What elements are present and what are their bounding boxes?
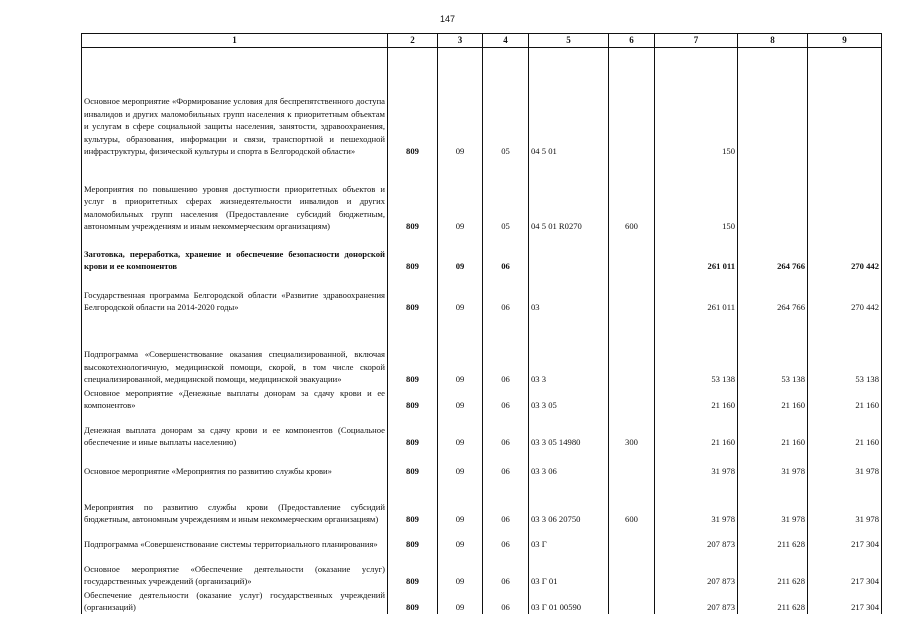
amount-year1-cell: 21 160 xyxy=(655,386,738,412)
row-name-cell: Мероприятия по развитию службы крови (Предоставление субсидий бюджетным, автономным учреждениям и иным некоммерческим организациям) xyxy=(82,478,388,526)
ved-cell: 809 xyxy=(388,526,438,551)
amount-year3-cell: 21 160 xyxy=(808,386,882,412)
subsection-cell: 06 xyxy=(483,478,529,526)
amount-year2-cell: 21 160 xyxy=(738,386,808,412)
expense-type-cell: 600 xyxy=(609,158,655,233)
ved-cell: 809 xyxy=(388,551,438,588)
row-name-cell: Основное мероприятие «Денежные выплаты донорам за сдачу крови и ее компонентов» xyxy=(82,386,388,412)
section-cell: 09 xyxy=(438,412,483,449)
amount-year1-cell: 31 978 xyxy=(655,449,738,478)
row-name-cell: Основное мероприятие «Обеспечение деятельности (оказание услуг) государственных учреждений (организаций)» xyxy=(82,551,388,588)
expense-type-cell xyxy=(609,233,655,273)
ved-cell: 809 xyxy=(388,48,438,159)
row-name-cell: Подпрограмма «Совершенствование системы территориального планирования» xyxy=(82,526,388,551)
budget-table xyxy=(81,33,882,614)
amount-year3-cell xyxy=(808,158,882,233)
subsection-cell: 05 xyxy=(483,158,529,233)
subsection-cell: 06 xyxy=(483,588,529,614)
table-header-row xyxy=(82,34,882,48)
header-cell: 1 xyxy=(82,34,388,48)
section-cell: 09 xyxy=(438,449,483,478)
target-article-cell: 03 3 06 20750 xyxy=(529,478,609,526)
ved-cell: 809 xyxy=(388,158,438,233)
page-number: 147 xyxy=(440,14,456,24)
header-cell: 4 xyxy=(483,34,529,48)
ved-cell: 809 xyxy=(388,233,438,273)
amount-year3-cell: 270 442 xyxy=(808,273,882,314)
table-row xyxy=(82,273,882,314)
header-cell: 9 xyxy=(808,34,882,48)
amount-year3-cell: 53 138 xyxy=(808,314,882,386)
row-name-cell: Основное мероприятие «Мероприятия по развитию службы крови» xyxy=(82,449,388,478)
amount-year1-cell: 261 011 xyxy=(655,233,738,273)
target-article-cell: 03 3 06 xyxy=(529,449,609,478)
subsection-cell: 06 xyxy=(483,526,529,551)
amount-year2-cell: 264 766 xyxy=(738,233,808,273)
table-row xyxy=(82,449,882,478)
header-cell: 3 xyxy=(438,34,483,48)
ved-cell: 809 xyxy=(388,314,438,386)
ved-cell: 809 xyxy=(388,386,438,412)
target-article-cell: 04 5 01 xyxy=(529,48,609,159)
amount-year1-cell: 31 978 xyxy=(655,478,738,526)
table-row xyxy=(82,233,882,273)
target-article-cell xyxy=(529,233,609,273)
amount-year1-cell: 21 160 xyxy=(655,412,738,449)
subsection-cell: 06 xyxy=(483,233,529,273)
row-name-cell: Основное мероприятие «Формирование условия для беспрепятственного доступа инвалидов и других маломобильных групп населения к приоритетным объектам и услугам в сфере социальной защиты населения, занятости, здравоохранения, культуры, образования, информации и связи, транспортной и пешеходной инфраструктуры, физической культуры и спорта в Белгородской области» xyxy=(82,48,388,159)
amount-year3-cell: 31 978 xyxy=(808,449,882,478)
amount-year3-cell: 217 304 xyxy=(808,588,882,614)
amount-year3-cell: 21 160 xyxy=(808,412,882,449)
ved-cell: 809 xyxy=(388,449,438,478)
row-name-cell: Заготовка, переработка, хранение и обеспечение безопасности донорской крови и ее компонентов xyxy=(82,233,388,273)
target-article-cell: 03 Г 01 xyxy=(529,551,609,588)
table-row xyxy=(82,386,882,412)
table-row xyxy=(82,478,882,526)
amount-year1-cell: 150 xyxy=(655,158,738,233)
amount-year2-cell xyxy=(738,48,808,159)
expense-type-cell: 600 xyxy=(609,478,655,526)
amount-year2-cell: 53 138 xyxy=(738,314,808,386)
table-row xyxy=(82,526,882,551)
table-row xyxy=(82,48,882,159)
amount-year3-cell: 31 978 xyxy=(808,478,882,526)
section-cell: 09 xyxy=(438,158,483,233)
expense-type-cell xyxy=(609,273,655,314)
amount-year2-cell xyxy=(738,158,808,233)
subsection-cell: 06 xyxy=(483,273,529,314)
amount-year2-cell: 264 766 xyxy=(738,273,808,314)
subsection-cell: 06 xyxy=(483,551,529,588)
ved-cell: 809 xyxy=(388,478,438,526)
expense-type-cell: 300 xyxy=(609,412,655,449)
table-row xyxy=(82,314,882,386)
row-name-cell: Подпрограмма «Совершенствование оказания специализированной, включая высокотехнологичную, медицинской помощи, скорой, в том числе скорой специализированной, медицинской помощи, медицинской эвакуации» xyxy=(82,314,388,386)
section-cell: 09 xyxy=(438,48,483,159)
target-article-cell: 03 3 05 xyxy=(529,386,609,412)
target-article-cell: 03 Г xyxy=(529,526,609,551)
table-row xyxy=(82,588,882,614)
expense-type-cell xyxy=(609,48,655,159)
header-cell: 7 xyxy=(655,34,738,48)
section-cell: 09 xyxy=(438,314,483,386)
amount-year1-cell: 261 011 xyxy=(655,273,738,314)
target-article-cell: 03 3 05 14980 xyxy=(529,412,609,449)
subsection-cell: 05 xyxy=(483,48,529,159)
target-article-cell: 03 xyxy=(529,273,609,314)
section-cell: 09 xyxy=(438,233,483,273)
section-cell: 09 xyxy=(438,478,483,526)
expense-type-cell xyxy=(609,386,655,412)
section-cell: 09 xyxy=(438,526,483,551)
amount-year2-cell: 211 628 xyxy=(738,551,808,588)
table-row xyxy=(82,158,882,233)
amount-year2-cell: 211 628 xyxy=(738,588,808,614)
amount-year1-cell: 207 873 xyxy=(655,551,738,588)
header-cell: 6 xyxy=(609,34,655,48)
amount-year1-cell: 207 873 xyxy=(655,588,738,614)
ved-cell: 809 xyxy=(388,273,438,314)
amount-year2-cell: 31 978 xyxy=(738,478,808,526)
table-body xyxy=(82,48,882,615)
amount-year1-cell: 150 xyxy=(655,48,738,159)
subsection-cell: 06 xyxy=(483,314,529,386)
amount-year1-cell: 53 138 xyxy=(655,314,738,386)
ved-cell: 809 xyxy=(388,412,438,449)
header-cell: 8 xyxy=(738,34,808,48)
section-cell: 09 xyxy=(438,551,483,588)
target-article-cell: 03 3 xyxy=(529,314,609,386)
amount-year2-cell: 31 978 xyxy=(738,449,808,478)
section-cell: 09 xyxy=(438,273,483,314)
header-cell: 2 xyxy=(388,34,438,48)
target-article-cell: 04 5 01 R0270 xyxy=(529,158,609,233)
amount-year3-cell: 217 304 xyxy=(808,526,882,551)
section-cell: 09 xyxy=(438,588,483,614)
ved-cell: 809 xyxy=(388,588,438,614)
table-row xyxy=(82,412,882,449)
table-row xyxy=(82,551,882,588)
expense-type-cell xyxy=(609,449,655,478)
row-name-cell: Обеспечение деятельности (оказание услуг) государственных учреждений (организаций) xyxy=(82,588,388,614)
subsection-cell: 06 xyxy=(483,412,529,449)
row-name-cell: Государственная программа Белгородской области «Развитие здравоохранения Белгородской области на 2014-2020 годы» xyxy=(82,273,388,314)
subsection-cell: 06 xyxy=(483,386,529,412)
expense-type-cell xyxy=(609,314,655,386)
target-article-cell: 03 Г 01 00590 xyxy=(529,588,609,614)
amount-year2-cell: 211 628 xyxy=(738,526,808,551)
section-cell: 09 xyxy=(438,386,483,412)
subsection-cell: 06 xyxy=(483,449,529,478)
amount-year1-cell: 207 873 xyxy=(655,526,738,551)
expense-type-cell xyxy=(609,526,655,551)
amount-year3-cell xyxy=(808,48,882,159)
row-name-cell: Мероприятия по повышению уровня доступности приоритетных объектов и услуг в приоритетных сферах жизнедеятельности инвалидов и других маломобильных групп населения (Предоставление субсидий бюджетным, автономным учреждениям и иным некоммерческим организациям) xyxy=(82,158,388,233)
header-cell: 5 xyxy=(529,34,609,48)
amount-year2-cell: 21 160 xyxy=(738,412,808,449)
expense-type-cell xyxy=(609,588,655,614)
expense-type-cell xyxy=(609,551,655,588)
row-name-cell: Денежная выплата донорам за сдачу крови и ее компонентов (Социальное обеспечение и иные выплаты населению) xyxy=(82,412,388,449)
amount-year3-cell: 217 304 xyxy=(808,551,882,588)
amount-year3-cell: 270 442 xyxy=(808,233,882,273)
